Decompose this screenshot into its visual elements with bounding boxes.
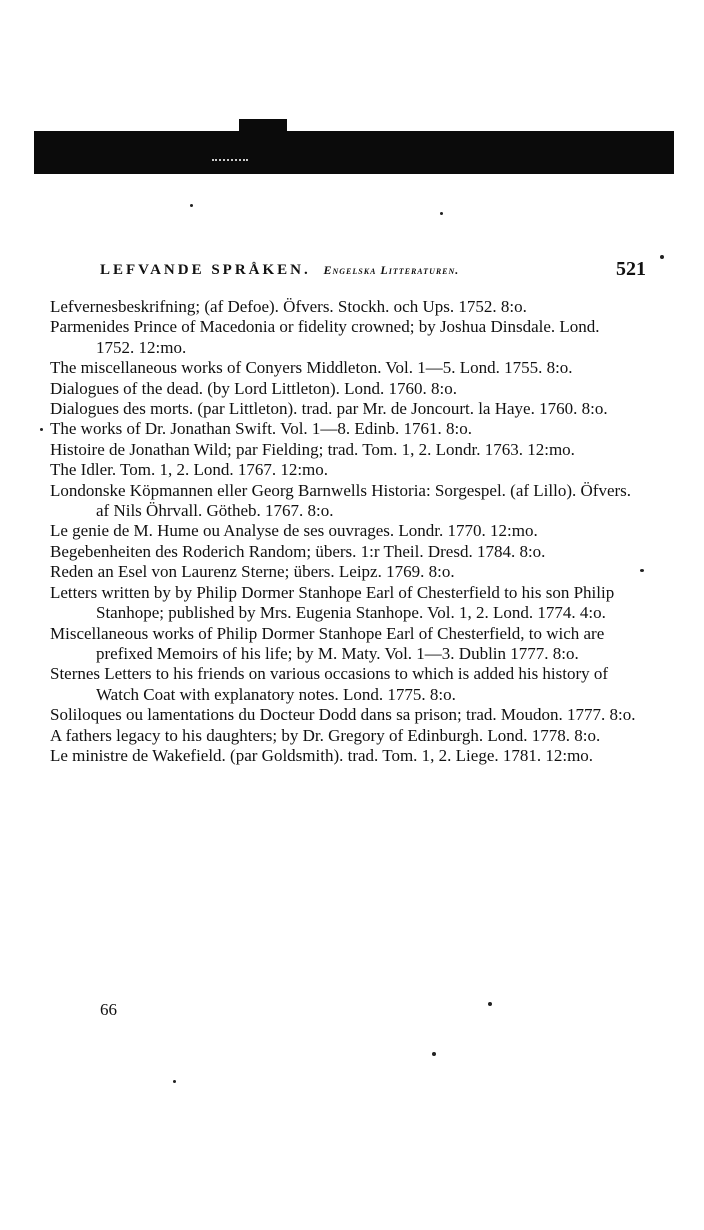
bibliography-entry: Sternes Letters to his friends on various occasions to which is added his history of Watch Coat with explanatory notes. Lond. 1775. 8:o. [50, 664, 609, 704]
bibliography-entry: Histoire de Jonathan Wild; par Fielding; trad. Tom. 1, 2. Londr. 1763. 12:mo. [50, 439, 575, 459]
bibliography-entry: Letters written by by Philip Dormer Stanhope Earl of Chesterfield to his son Philip Stanhope; published by Mrs. Eugenia Stanhope. Vol. 1, 2. Lond. 1774. 4:o. [50, 582, 615, 623]
bibliography-entry: Lefvernesbeskrifning; (af Defoe). Öfvers. Stockh. och Ups. 1752. 8:o. [50, 297, 527, 316]
ink-speck [488, 1002, 492, 1006]
running-head [100, 262, 459, 279]
bibliography-entry: Dialogues des morts. (par Littleton). trad. par Mr. de Joncourt. la Haye. 1760. 8:o. [50, 399, 608, 419]
page-header [86, 258, 646, 282]
page-number: 521 [616, 258, 646, 280]
bibliography-entry: Miscellaneous works of Philip Dormer Stanhope Earl of Chesterfield, to wich are prefixed Memoirs of his life; by M. Maty. Vol. 1—3. Dublin 1777. 8:o. [50, 623, 605, 663]
bibliography-entry: Dialogues of the dead. (by Lord Littleton). Lond. 1760. 8:o. [50, 378, 457, 398]
running-head-title: LEFVANDE SPRÅKEN. [100, 262, 311, 278]
bibliography-entry: Le ministre de Wakefield. (par Goldsmith). trad. Tom. 1, 2. Liege. 1781. 12:mo. [50, 745, 594, 765]
ink-speck [190, 204, 193, 207]
bibliography-list [48, 297, 638, 766]
signature-mark: 66 [100, 1000, 117, 1019]
ink-speck [173, 1080, 176, 1083]
bibliography-entry: The Idler. Tom. 1, 2. Lond. 1767. 12:mo. [50, 460, 329, 480]
bibliography-entry: Begebenheiten des Roderich Random; übers. 1:r Theil. Dresd. 1784. 8:o. [50, 541, 546, 561]
ink-tab [239, 119, 287, 135]
bibliography-entry: A fathers legacy to his daughters; by Dr. Gregory of Edinburgh. Lond. 1778. 8:o. [50, 725, 601, 745]
bibliography-entry: The miscellaneous works of Conyers Middleton. Vol. 1—5. Lond. 1755. 8:o. [50, 358, 573, 378]
bibliography-entry: The works of Dr. Jonathan Swift. Vol. 1—8. Edinb. 1761. 8:o. [50, 419, 472, 439]
ornament-mark [212, 151, 248, 161]
bibliography-entry: Soliloques ou lamentations du Docteur Dodd dans sa prison; trad. Moudon. 1777. 8:o. [50, 705, 636, 725]
bibliography-entry: Parmenides Prince of Macedonia or fidelity crowned; by Joshua Dinsdale. Lond. 1752. 12:mo. [50, 317, 600, 357]
ink-speck [660, 255, 664, 259]
running-head-subtitle: Engelska Litteraturen. [323, 263, 460, 277]
ink-speck [40, 428, 43, 431]
black-ink-band [34, 131, 674, 174]
ink-speck [440, 212, 443, 215]
bibliography-entry: Le genie de M. Hume ou Analyse de ses ouvrages. Londr. 1770. 12:mo. [50, 521, 538, 541]
bibliography-entry: Reden an Esel von Laurenz Sterne; übers. Leipz. 1769. 8:o. [50, 562, 455, 582]
ink-speck [432, 1052, 436, 1056]
ink-speck [640, 569, 644, 572]
bibliography-entry: Londonske Köpmannen eller Georg Barnwells Historia: Sorgespel. (af Lillo). Öfvers. af Nils Öhrvall. Götheb. 1767. 8:o. [50, 480, 632, 521]
